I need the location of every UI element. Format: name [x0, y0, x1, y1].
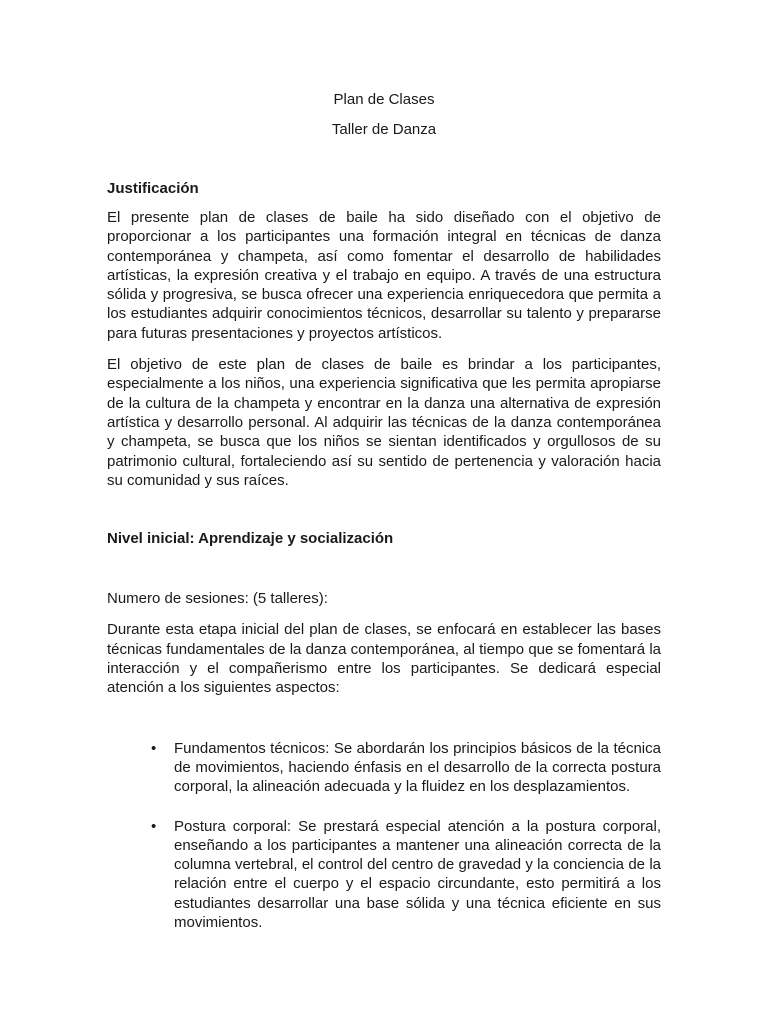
section-heading-justification: Justificación — [107, 180, 199, 197]
section-heading-level: Nivel inicial: Aprendizaje y socialización — [107, 530, 394, 548]
document-subtitle: Taller de Danza — [331, 121, 437, 138]
level-intro-paragraph: Durante esta etapa inicial del plan de clases, se enfocará en establecer las bases técnicas fundamentales de la danza contemporánea, al tiempo que se fomentará la interacción y el compañerismo entre los participantes. Se dedicará especial atención a los siguientes aspectos: — [107, 621, 661, 697]
bullet-text: Postura corporal: Se prestará especial atención a la postura corporal, enseñando a los participantes a mantener una alineación correcta de la columna vertebral, el control del centro de gravedad y la conciencia de la relación entre el cuerpo y el espacio circundante, esto permitirá a los estudiantes desarrollar una base sólida y una técnica eficiente en sus movimientos. — [174, 817, 661, 932]
bullet-text: Fundamentos técnicos: Se abordarán los principios básicos de la técnica de movimientos, haciendo énfasis en el desarrollo de la correcta postura corporal, la alineación adecuada y la fluidez en los desplazamientos. — [174, 739, 661, 796]
bullet-list — [107, 739, 661, 933]
list-item — [107, 817, 661, 933]
bullet-icon: • — [151, 739, 157, 757]
list-item — [107, 739, 661, 797]
sessions-count: Numero de sesiones: (5 talleres): — [107, 590, 328, 608]
justification-paragraph-1: El presente plan de clases de baile ha sido diseñado con el objetivo de proporcionar a los participantes una formación integral en técnicas de danza contemporánea y champeta, así como fomentar el desarrollo de habilidades artísticas, la expresión creativa y el trabajo en equipo. A través de una estructura sólida y progresiva, se busca ofrecer una experiencia enriquecedora que permita a los estudiantes adquirir conocimientos técnicos, desarrollar su talento y prepararse para futuras presentaciones y proyectos artísticos. — [107, 209, 661, 342]
document-title: Plan de Clases — [333, 91, 435, 108]
justification-paragraph-2: El objetivo de este plan de clases de baile es brindar a los participantes, especialmente a los niños, una experiencia significativa que les permita apropiarse de la cultura de la champeta y encontrar en la danza una alternativa de expresión artística y desarrollo personal. Al adquirir las técnicas de la danza contemporánea y champeta, se busca que los niños se sientan identificados y orgullosos de su patrimonio cultural, fortaleciendo así su sentido de pertenencia y valoración hacia su comunidad y sus raíces. — [107, 356, 661, 489]
bullet-icon: • — [151, 817, 157, 835]
